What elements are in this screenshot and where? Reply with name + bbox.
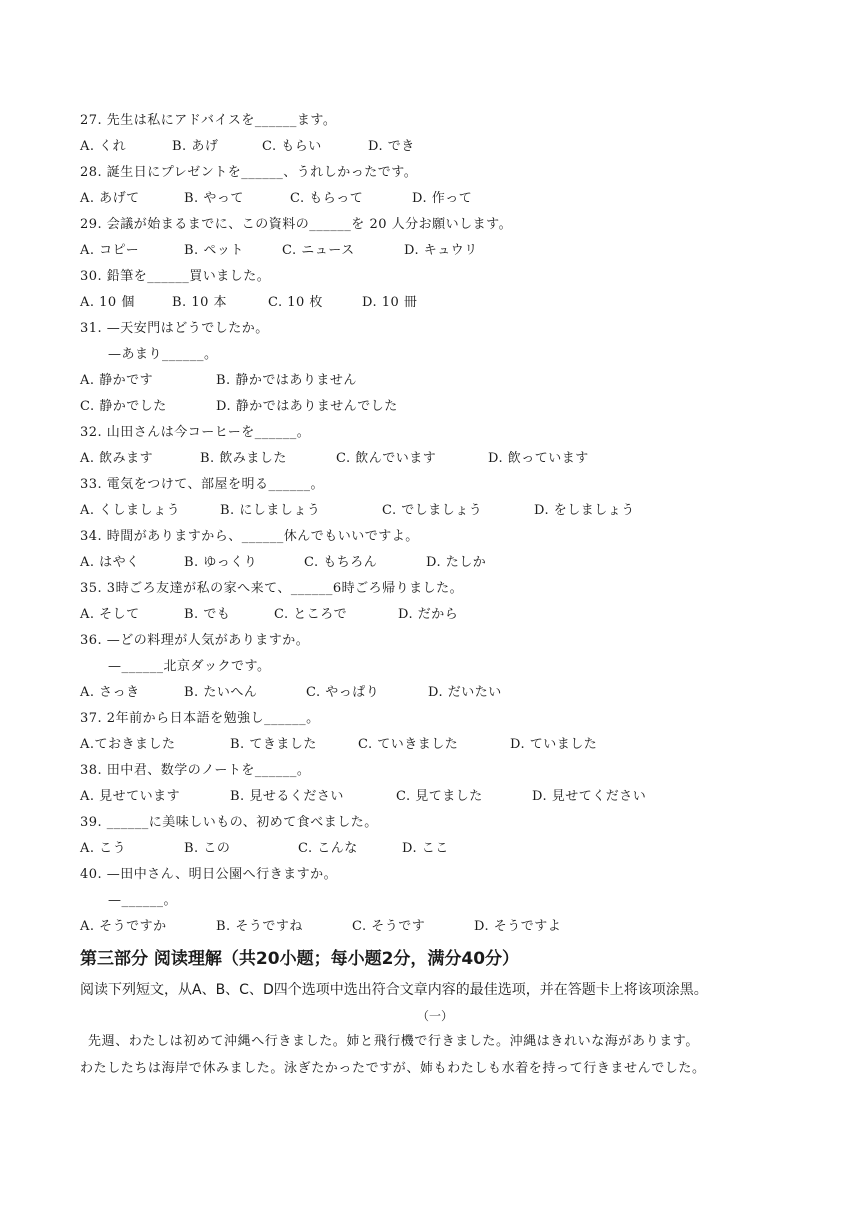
question-40-reply: —______。 — [108, 893, 178, 908]
question-33: 33. 電気をつけて、部屋を明る______。 — [80, 477, 325, 492]
passage-number: （一） — [416, 1009, 453, 1023]
option-b: B. あげ — [172, 139, 219, 154]
option-c: C. もちろん — [304, 555, 378, 570]
option-b: B. ゆっくり — [184, 555, 258, 570]
option-a: A. さっき — [80, 685, 140, 700]
options-31-row1 — [80, 368, 790, 394]
question-27: 27. 先生は私にアドバイスを______ます。 — [80, 113, 337, 128]
question-30: 30. 鉛筆を______買いました。 — [80, 269, 271, 284]
option-c: C. やっぱり — [306, 685, 380, 700]
option-d: D. 作って — [412, 191, 473, 206]
reading-passage — [80, 1028, 790, 1082]
option-a: A. くしましょう — [80, 503, 181, 518]
options-35 — [80, 602, 790, 628]
option-d: D. でき — [368, 139, 415, 154]
option-c: C. 10 枚 — [268, 295, 323, 310]
option-d: D. 10 冊 — [362, 295, 418, 310]
options-33 — [80, 498, 790, 524]
option-a: A. はやく — [80, 555, 140, 570]
option-b: B. にしましょう — [220, 503, 321, 518]
options-38 — [80, 784, 790, 810]
question-38: 38. 田中君、数学のノートを______。 — [80, 763, 311, 778]
option-a: A. こう — [80, 841, 127, 856]
option-c: C. 見てました — [396, 789, 483, 804]
option-d: D. ここ — [402, 841, 449, 856]
option-a: A. そうですか — [80, 919, 167, 934]
option-a: A. 見せています — [80, 789, 181, 804]
option-c: C. でしましょう — [382, 503, 483, 518]
option-b: B. ペット — [184, 243, 244, 258]
option-d: D. 静かではありませんでした — [216, 399, 398, 414]
option-a: A. 飲みます — [80, 451, 154, 466]
option-d: D. をしましょう — [534, 503, 635, 518]
question-36-reply: —______北京ダックです。 — [108, 659, 271, 674]
options-40 — [80, 914, 790, 940]
passage-line-1: 先週、わたしは初めて沖縄へ行きました。姉と飛行機で行きました。沖縄はきれいな海があります。 — [88, 1034, 699, 1049]
option-b: B. でも — [184, 607, 231, 622]
question-32: 32. 山田さんは今コーヒーを______。 — [80, 425, 311, 440]
question-28: 28. 誕生日にプレゼントを______、うれしかったです。 — [80, 165, 418, 180]
option-c: C. ていきました — [358, 737, 459, 752]
options-27 — [80, 134, 790, 160]
option-d: D. だいたい — [428, 685, 502, 700]
options-32 — [80, 446, 790, 472]
option-b: B. この — [184, 841, 231, 856]
section-title: 第三部分 阅读理解（共20小题；每小题2分，满分40分） — [80, 949, 520, 969]
question-list — [80, 108, 790, 1082]
option-a: A. あげて — [80, 191, 140, 206]
question-31: 31. —天安門はどうでしたか。 — [80, 321, 269, 336]
section-instruction: 阅读下列短文，从A、B、C、D四个选项中选出符合文章内容的最佳选项，并在答题卡上将该项涂黑。 — [80, 982, 708, 998]
question-36: 36. —どの料理が人気がありますか。 — [80, 633, 310, 648]
option-c: C. ところで — [274, 607, 348, 622]
options-30 — [80, 290, 790, 316]
question-29: 29. 会議が始まるまでに、この資料の______を 20 人分お願いします。 — [80, 217, 513, 232]
option-b: B. 見せるください — [230, 789, 344, 804]
option-c: C. ニュース — [282, 243, 355, 258]
options-37 — [80, 732, 790, 758]
option-d: D. 見せてください — [532, 789, 647, 804]
question-39: 39. ______に美味しいもの、初めて食べました。 — [80, 815, 378, 830]
options-31-row2 — [80, 394, 790, 420]
question-35: 35. 3時ごろ友達が私の家へ来て、______6時ごろ帰りました。 — [80, 581, 464, 596]
options-39 — [80, 836, 790, 862]
option-a: A. 静かです — [80, 373, 154, 388]
option-a: A. そして — [80, 607, 140, 622]
option-c: C. もらい — [262, 139, 322, 154]
option-a: A.ておきました — [80, 737, 176, 752]
options-34 — [80, 550, 790, 576]
options-36 — [80, 680, 790, 706]
option-a: A. 10 個 — [80, 295, 135, 310]
option-b: B. やって — [184, 191, 244, 206]
option-c: C. 飲んでいます — [336, 451, 437, 466]
option-d: D. キュウリ — [404, 243, 478, 258]
question-31-reply: —あまり______。 — [108, 347, 218, 362]
option-c: C. もらって — [290, 191, 364, 206]
option-b: B. そうですね — [216, 919, 303, 934]
question-40: 40. —田中さん、明日公園へ行きますか。 — [80, 867, 338, 882]
option-b: B. 静かではありません — [216, 373, 357, 388]
option-b: B. たいへん — [184, 685, 258, 700]
option-c: C. 静かでした — [80, 399, 167, 414]
options-28 — [80, 186, 790, 212]
option-a: A. コピー — [80, 243, 140, 258]
option-b: B. 飲みました — [200, 451, 287, 466]
option-b: B. 10 本 — [172, 295, 227, 310]
option-d: D. そうですよ — [474, 919, 562, 934]
option-c: C. こんな — [298, 841, 358, 856]
option-a: A. くれ — [80, 139, 127, 154]
option-d: D. 飲っています — [488, 451, 589, 466]
passage-line-2: わたしたちは海岸で休みました。泳ぎたかったですが、姉もわたしも水着を持って行きませんでした。 — [80, 1061, 706, 1076]
option-d: D. だから — [398, 607, 459, 622]
options-29 — [80, 238, 790, 264]
question-34: 34. 時間がありますから、______休んでもいいですよ。 — [80, 529, 419, 544]
option-d: D. ていました — [510, 737, 598, 752]
option-d: D. たしか — [426, 555, 487, 570]
option-c: C. そうです — [352, 919, 426, 934]
question-37: 37. 2年前から日本語を勉強し______。 — [80, 711, 320, 726]
option-b: B. てきました — [230, 737, 317, 752]
